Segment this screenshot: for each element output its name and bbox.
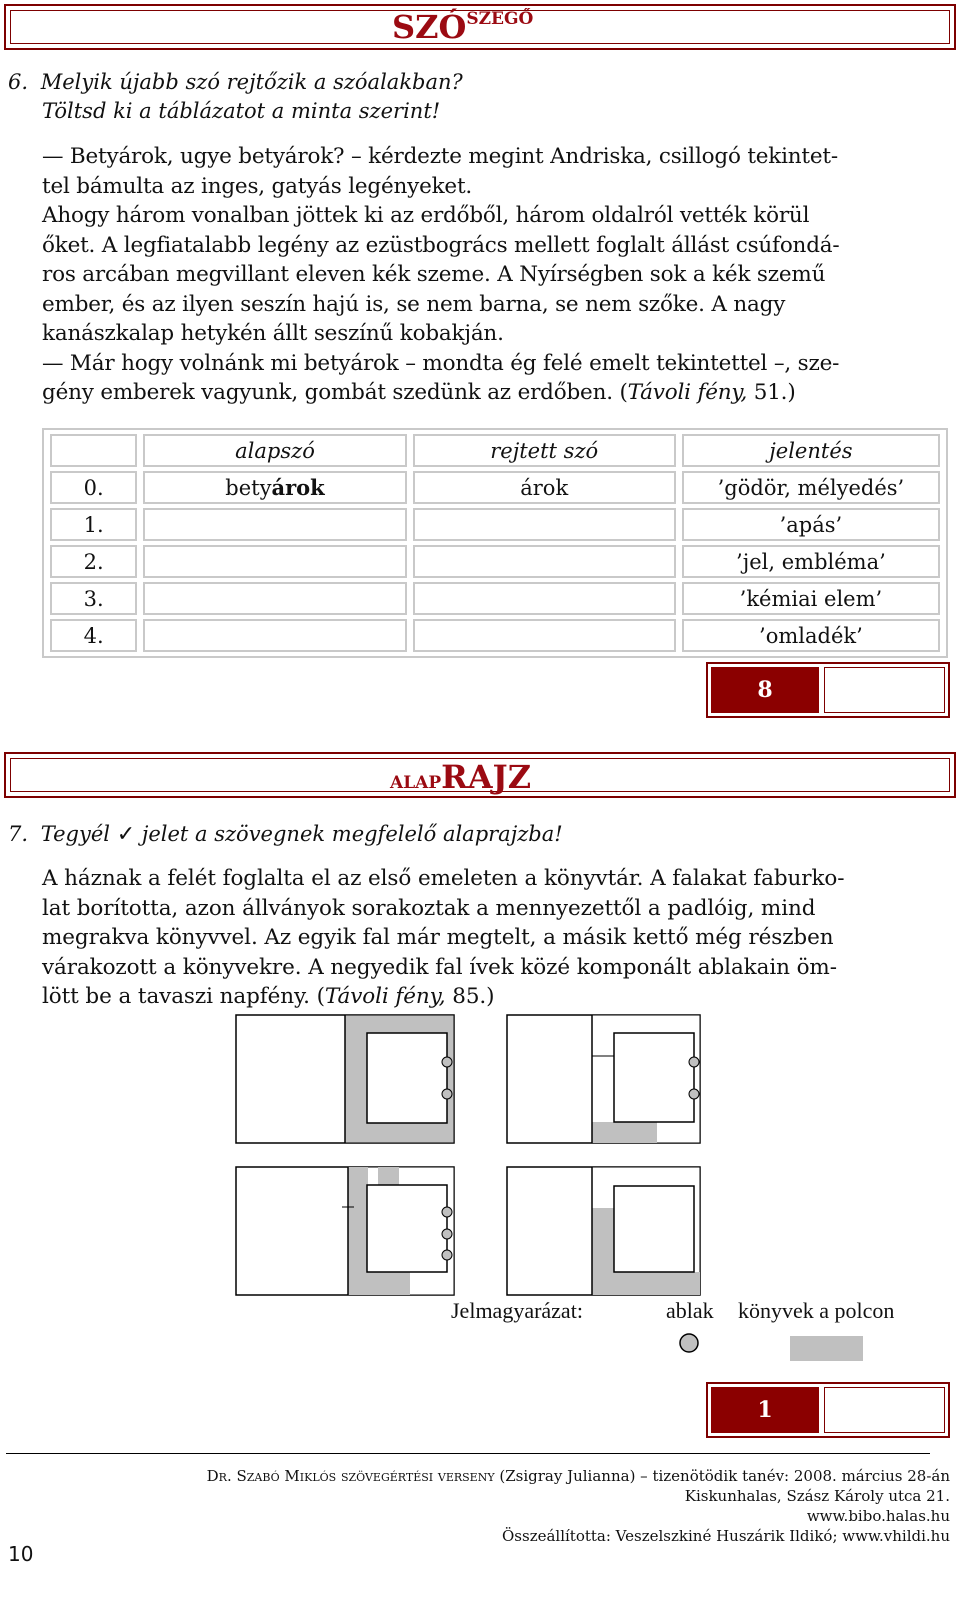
- footer-website[interactable]: www.bibo.halas.hu: [806, 1507, 950, 1525]
- footer-date: (Zsigray Julianna) – tizenötödik tanév: 2008. március 28-án: [494, 1467, 950, 1485]
- meaning-cell: ’kémiai elem’: [682, 582, 940, 615]
- window-icon: [442, 1207, 452, 1217]
- passage-line: ros arcában megvillant eleven kék szeme. A Nyírségben sok a kék szemű: [42, 262, 826, 287]
- source-title: Távoli fény,: [627, 380, 748, 405]
- legend-shelf-swatch: [790, 1336, 863, 1361]
- passage-line: — Betyárok, ugye betyárok? – kérdezte megint Andriska, csillogó tekintet-: [42, 144, 838, 169]
- base-word-prefix: bety: [225, 476, 272, 500]
- checkmark-icon: ✓: [116, 822, 136, 847]
- question-number: 6.: [8, 70, 29, 94]
- banner-title-small: SZEGŐ: [466, 9, 534, 29]
- legend-window-label: ablak: [666, 1298, 714, 1323]
- footer-competition: Szabó Miklós szövegértési verseny: [236, 1467, 495, 1485]
- source-page: 51.): [747, 380, 796, 405]
- score-box-7: [706, 1382, 950, 1438]
- footer-info: [90, 1466, 950, 1546]
- passage-line: tel bámulta az inges, gatyás legényeket.: [42, 173, 473, 199]
- passage-text: lött be a tavaszi napfény. (: [42, 984, 325, 1009]
- passage-line: kanászkalap hetykén állt seszínű kobakján.: [42, 321, 504, 346]
- score-points: 1: [711, 1387, 819, 1433]
- score-input[interactable]: [824, 1387, 945, 1433]
- footer-line-2: Kiskunhalas, Szász Károly utca 21.: [684, 1487, 950, 1505]
- footer-dr: Dr.: [206, 1467, 237, 1485]
- banner-title-big: RAJZ: [441, 758, 532, 796]
- row-number: 2.: [50, 545, 137, 578]
- hidden-word-cell: árok: [413, 471, 676, 504]
- score-points: 8: [711, 667, 819, 713]
- passage-line: — Már hogy volnánk mi betyárok – mondta ég felé emelt tekintettel –, sze-: [42, 350, 840, 376]
- passage-text: gény emberek vagyunk, gombát szedünk az erdőben. (: [42, 380, 628, 405]
- passage-line: Ahogy három vonalban jöttek ki az erdőből, három oldalról vették körül: [42, 203, 810, 228]
- floor-plan-option-c[interactable]: [236, 1167, 454, 1295]
- source-page: 85.): [445, 984, 495, 1009]
- passage-line: A háznak a felét foglalta el az első emeleten a könyvtár. A falakat faburko-: [42, 866, 845, 891]
- question-text-before: Tegyél: [40, 822, 110, 846]
- passage-line: ember, és az ilyen seszín hajú is, se nem barna, se nem szőke. A nagy: [42, 291, 786, 317]
- row-number: 3.: [50, 582, 137, 615]
- passage-line: várakozott a könyvekre. A negyedik fal ívek közé komponált ablakain öm-: [42, 954, 837, 980]
- question-line-2: Töltsd ki a táblázatot a minta szerint!: [42, 99, 441, 123]
- header-cell: rejtett szó: [413, 434, 676, 467]
- header-cell: jelentés: [682, 434, 940, 467]
- page-number: 10: [8, 1542, 34, 1566]
- legend-books-label: könyvek a polcon: [738, 1298, 895, 1323]
- window-icon: [442, 1250, 452, 1260]
- meaning-cell: ’jel, embléma’: [682, 545, 940, 578]
- question-line-1: Melyik újabb szó rejtőzik a szóalakban?: [40, 70, 463, 94]
- floor-plan-option-a[interactable]: [236, 1015, 454, 1143]
- passage-line: őket. A legfiatalabb legény az ezüstbogrács mellett foglalt állást csúfondá-: [42, 232, 840, 258]
- banner-title-small: ALAP: [390, 773, 442, 793]
- meaning-cell: ’apás’: [682, 508, 940, 541]
- base-word-bold: árok: [271, 475, 325, 500]
- window-icon: [689, 1057, 699, 1067]
- meaning-cell: ’gödör, mélyedés’: [682, 471, 940, 504]
- window-icon: [442, 1057, 452, 1067]
- passage-line: lat borította, azon állványok sorakoztak a mennyezettől a padlóig, mind: [42, 895, 816, 921]
- question-number: 7.: [8, 822, 29, 846]
- footer-compiler: Összeállította: Veszelszkiné Huszárik Ildikó; www.vhildi.hu: [502, 1527, 950, 1545]
- footer-line-1: [90, 1466, 950, 1486]
- row-number: 1.: [50, 508, 137, 541]
- header-cell: alapszó: [143, 434, 406, 467]
- banner-title-big: SZÓ: [392, 8, 467, 46]
- window-icon: [442, 1089, 452, 1099]
- floor-plan-option-b[interactable]: [507, 1015, 700, 1143]
- row-number: 0.: [50, 471, 137, 504]
- legend-label: Jelmagyarázat:: [451, 1298, 583, 1323]
- source-title: Távoli fény,: [324, 984, 446, 1009]
- floor-plan-option-d[interactable]: [507, 1167, 700, 1295]
- row-number: 4.: [50, 619, 137, 652]
- window-icon: [689, 1089, 699, 1099]
- legend-window-icon: [680, 1334, 698, 1352]
- footer-divider: [6, 1453, 930, 1454]
- passage-line: megrakva könyvvel. Az egyik fal már megtelt, a másik kettő még részben: [42, 925, 834, 950]
- meaning-cell: ’omladék’: [682, 619, 940, 652]
- question-text-after: jelet a szövegnek megfelelő alaprajzba!: [141, 822, 563, 846]
- window-icon: [442, 1229, 452, 1239]
